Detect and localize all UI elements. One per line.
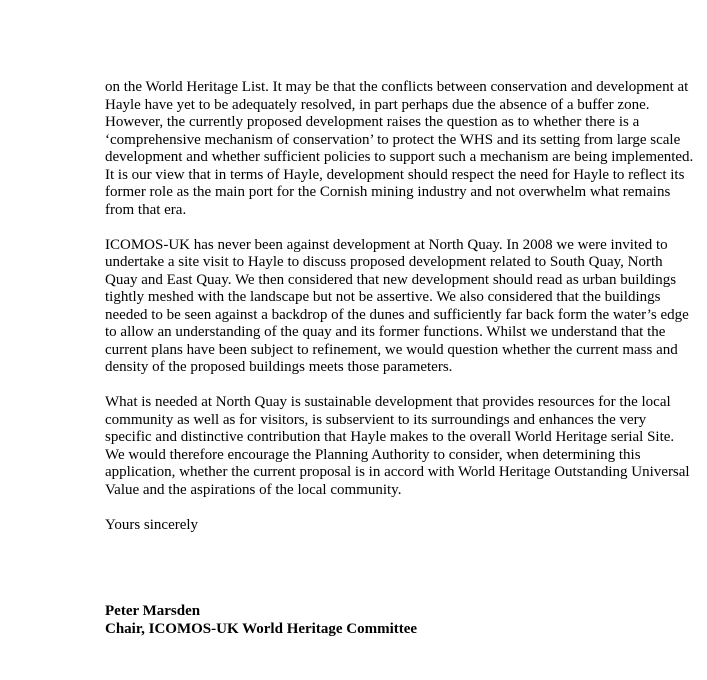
- paragraph-conservation-conflicts: [105, 79, 694, 219]
- closing-valediction: Yours sincerely: [105, 516, 199, 533]
- text-line: Hayle have yet to be adequately resolved, in part perhaps due the absence of a buffer zone.: [105, 96, 650, 113]
- text-line: to allow an understanding of the quay and its former functions. Whilst we understand that the: [105, 324, 666, 340]
- text-line: ‘comprehensive mechanism of conservation’ to protect the WHS and its setting from large scale: [105, 131, 681, 148]
- text-line: current plans have been subject to refinement, we would question whether the current mass and: [105, 341, 678, 358]
- text-line: community as well as for visitors, is subservient to its surroundings and enhances the very: [105, 411, 647, 428]
- text-line: needed to be seen against a backdrop of the dunes and sufficiently far back form the water’s edge: [105, 306, 689, 323]
- text-line: on the World Heritage List. It may be that the conflicts between conservation and development at: [105, 79, 689, 95]
- text-line: What is needed at North Quay is sustainable development that provides resources for the local: [105, 394, 671, 410]
- letter-body: [105, 79, 694, 638]
- text-line: density of the proposed buildings meets those parameters.: [105, 359, 453, 375]
- signature-block: [105, 603, 635, 638]
- text-line: It is our view that in terms of Hayle, development should respect the need for Hayle to reflect its: [105, 166, 685, 183]
- text-line: from that era.: [105, 201, 187, 218]
- text-line: specific and distinctive contribution that Hayle makes to the overall World Heritage serial Site.: [105, 429, 675, 445]
- text-line: Value and the aspirations of the local community.: [105, 481, 402, 498]
- text-line: undertake a site visit to Hayle to discuss proposed development related to South Quay, North: [105, 254, 663, 270]
- text-line: application, whether the current proposal is in accord with World Heritage Outstanding Universal: [105, 464, 690, 480]
- text-line: Quay and East Quay. We then considered that new development should read as urban buildings: [105, 271, 677, 288]
- text-line: former role as the main port for the Cornish mining industry and not overwhelm what remains: [105, 184, 671, 200]
- text-line: We would therefore encourage the Planning Authority to consider, when determining this: [105, 446, 641, 463]
- signatory-name: Peter Marsden: [105, 603, 201, 619]
- text-line: However, the currently proposed development raises the question as to whether there is a: [105, 114, 640, 130]
- text-line: ICOMOS-UK has never been against development at North Quay. In 2008 we were invited to: [105, 236, 668, 253]
- text-line: tightly meshed with the landscape but not be assertive. We also considered that the buildings: [105, 289, 661, 305]
- text-line: development and whether sufficient policies to support such a mechanism are being implemented.: [105, 149, 694, 165]
- paragraph-development-history: [105, 236, 689, 377]
- paragraph-recommendation: [105, 394, 690, 499]
- signatory-title: Chair, ICOMOS-UK World Heritage Committee: [105, 620, 418, 637]
